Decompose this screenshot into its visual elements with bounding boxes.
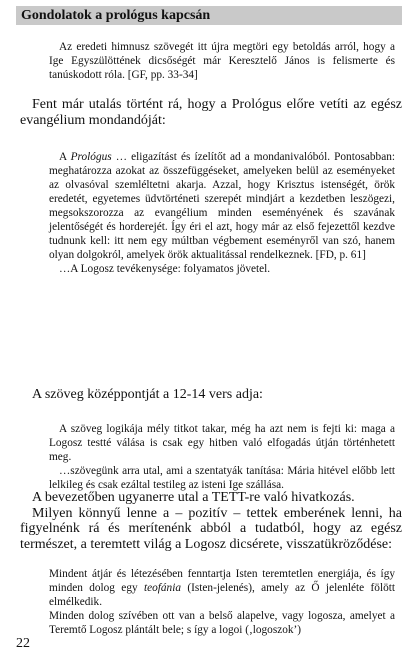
paragraph-3: [20, 490, 402, 552]
quote-1-text: Az eredeti himnusz szövegét itt újra megtöri egy betoldás arról, hogy a Ige Egyszülöttének dicsőségét már Keresztelő János is felismerte és tanúskodott róla. [GF, pp. 33-34]: [49, 41, 395, 81]
quote-4-italic-term: teofánia: [143, 582, 181, 594]
paragraph-2-text: A szöveg középpontját a 12-14 vers adja:: [32, 387, 263, 402]
block-quote-3: [49, 422, 395, 492]
paragraph-3-line-2: Milyen könnyű lenne a – pozitív – tettek emberének lenni, ha figyelnénk rá és merítenénk abból a tudatból, hogy az egész természet, a teremtett világ a Logosz dicsérete, visszatükröződése:: [20, 505, 402, 552]
paragraph-3-line-1: A bevezetőben ugyanerre utal a TETT-re való hivatkozás.: [32, 490, 355, 505]
paragraph-1: [20, 97, 402, 128]
quote-2-italic-term: Prológus: [70, 151, 112, 163]
page-number: 22: [16, 636, 30, 651]
quote-2-second-paragraph: …A Logosz tevékenysége: folyamatos jövetel.: [59, 263, 271, 275]
quote-4-second-paragraph: Minden dolog szívében ott van a belső alapelve, vagy logosza, amelyet a Teremtő Logosz plántált bele; s így a logoi (‚logoszok’): [49, 610, 395, 636]
paragraph-1-text: Fent már utalás történt rá, hogy a Prológus előre vetíti az egész evangélium mondandóját:: [20, 97, 402, 128]
block-quote-4: [49, 567, 395, 637]
quote-3-text: A szöveg logikája mély titkot takar, még ha azt nem is fejti ki: maga a Logosz testté válása is csak egy hitben való elfogadás útján történhetett meg.: [49, 423, 395, 463]
running-header-title: Gondolatok a prológus kapcsán: [21, 8, 211, 23]
quote-2-text: A Prológus … eligazítást és ízelítőt ad a mondanivalóból. Pontosabban: meghatározza azokat az összefüggéseket, amelyeken belül az eseményeket az olvasóval szemléltetni akarja. Azzal, hogy Krisztus istenségét, örök eredetét, egyetemes üdvtörténeti szerepét mindjárt a kezdetben leszögezi, megsokszorozza az evangélium minden eseményének és szavának jelentőségét és horderejét. Így éri el azt, hogy már az első fejezettől kezdve tudnunk kell: itt nem egy múltban végbement eseményről van szó, hanem olyan dolgokról, amelyek örök aktualitással rendelkeznek. [FD, p. 61]: [49, 151, 395, 261]
block-quote-2: [49, 150, 395, 276]
quote-4-text: Mindent átjár és létezésében fenntartja Isten teremtetlen energiája, és így minden dolog egy teofánia (Isten-jelenés), amely az Ő jelenléte fölött elmélkedik.: [49, 568, 396, 608]
paragraph-2: [20, 387, 402, 403]
quote-3-second-paragraph: …szövegünk arra utal, ami a szentatyák tanítása: Mária hitével előbb lett lelkileg és csak ezáltal testileg az isteni Ige szállása.: [49, 465, 395, 491]
block-quote-1: [49, 40, 395, 82]
